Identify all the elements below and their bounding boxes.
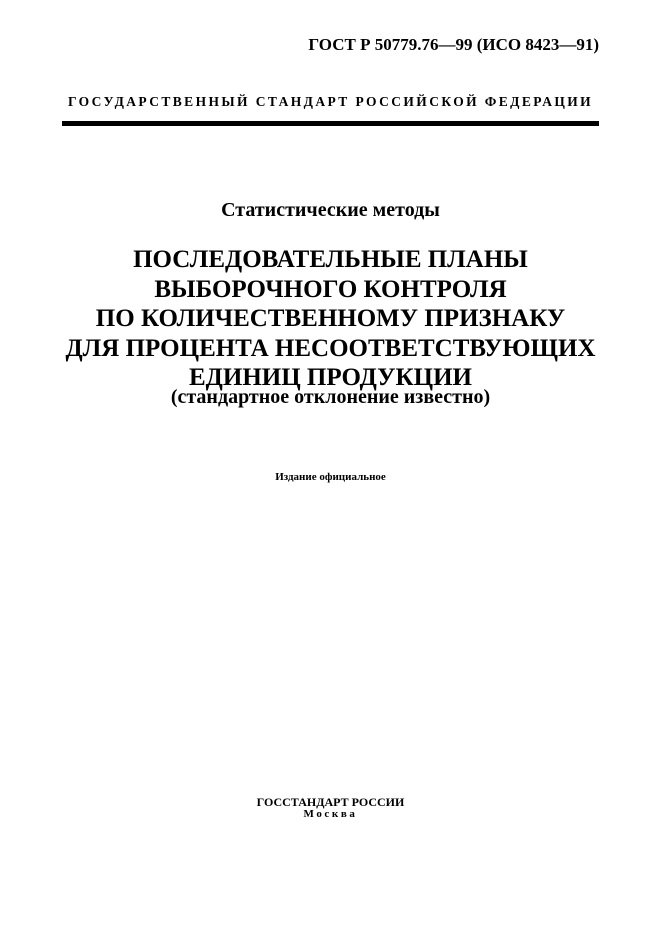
publisher-city: Москва — [303, 808, 358, 820]
title-line: ПОСЛЕДОВАТЕЛЬНЫЕ ПЛАНЫ — [133, 246, 528, 273]
publisher-name: ГОССТАНДАРТ РОССИИ — [256, 795, 405, 809]
title-line: ДЛЯ ПРОЦЕНТА НЕСООТВЕТСТВУЮЩИХ — [65, 334, 596, 362]
state-standard-heading: ГОСУДАРСТВЕННЫЙ СТАНДАРТ РОССИЙСКОЙ ФЕДЕРАЦИИ — [67, 94, 594, 109]
title-line: ВЫБОРОЧНОГО КОНТРОЛЯ — [154, 275, 507, 303]
document-title — [0, 245, 661, 393]
edition-label: Издание официальное — [275, 471, 386, 483]
header-divider — [62, 121, 599, 126]
title-note: (стандартное отклонение известно) — [170, 386, 491, 408]
title-line: ЕДИНИЦ ПРОДУКЦИИ — [189, 364, 472, 391]
document-code: ГОСТ Р 50779.76—99 (ИСО 8423—91) — [308, 35, 599, 54]
title-line: ПО КОЛИЧЕСТВЕННОМУ ПРИЗНАКУ — [95, 305, 566, 332]
subject-heading: Статистические методы — [221, 199, 440, 221]
